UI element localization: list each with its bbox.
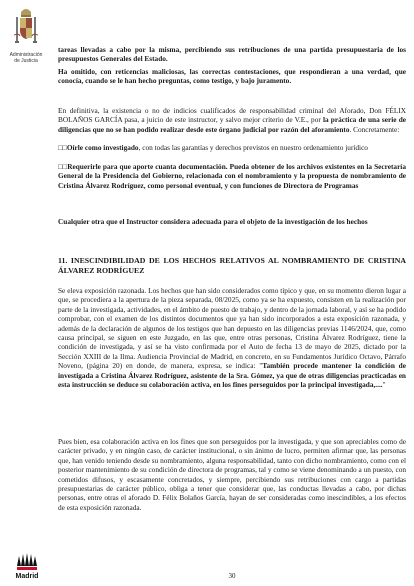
coat-of-arms-icon (14, 5, 38, 51)
paragraph-1: tareas llevadas a cabo por la misma, percibiendo sus retribuciones de una partida presupuestaria de los presupuestos Generales del Estado. (58, 45, 406, 64)
list-item (58, 162, 406, 190)
p5-end-text: " (382, 380, 386, 390)
document-page (58, 0, 408, 586)
paragraph-5 (58, 286, 406, 389)
section-heading: 11. INESCINDIBILIDAD DE LOS HECHOS RELATIVOS AL NOMBRAMIENTO DE CRISTINA ÁLVAREZ RODRÍGUEZ (58, 256, 406, 275)
p3-end-text: . Concretamente: (349, 124, 400, 134)
administration-label (2, 52, 50, 64)
sidebar (0, 0, 52, 586)
paragraph-4: Cualquier otra que el Instructor considera adecuada para el objeto de la investigación de los hechos (58, 217, 368, 226)
p3-text: En definitiva, la existencia o no de indicios cualificados de responsabilidad criminal del Aforado, Don FÉLIX BOLAÑOS GARCÍA pasa, a juicio de este instructor, y salvo mejor criterio de V.E., por (58, 106, 406, 125)
bullet-icon: □□ (58, 143, 67, 152)
paragraph-3 (58, 106, 406, 134)
madrid-logo-icon (14, 552, 40, 572)
list-item (58, 143, 406, 152)
item-1-text: , con todas las garantías y derechos previstos en nuestro ordenamiento jurídico (138, 143, 368, 152)
p5-quoted-bold: También procede mantener la condición de investigada a Cristina Álvarez Rodríguez, asistente de la Sra. Gómez, ya que de otras diligencias practicadas en esta instrucción se deduce su colaboración activa, en los fines perseguidos por la principal investigada,.... (58, 361, 406, 390)
p3-bold-text: la práctica de una serie de diligencias que no se han podido realizar desde este órgano judicial por razón del aforamiento (58, 115, 406, 134)
madrid-logo-block (8, 552, 46, 580)
paragraph-2: Ha omitido, con reticencias maliciosas, las correctas contestaciones, que respondieran a una verdad, que conocía, cuando se le han hecho preguntas, como testigo, y bajo juramento. (58, 67, 406, 86)
madrid-label: Madrid (15, 573, 39, 580)
paragraph-6: Pues bien, esa colaboración activa en los fines que son perseguidos por la investigada, y que son apreciables como de carácter privado, y en ningún caso, de carácter institucional, o sin ánimo de lucro, permiten afirmar que, las personas que, han venido teniendo desde su nombramiento, alguna responsabilidad, tanto con dicho nombramiento, como con el posterior mantenimiento de su condición de directora de programas, tal y como se viene denominando a un puesto, con cometidos difusos, y escasamente concretados, y siempre, percibiendo sus retribuciones con cargo a partidas presupuestarias de carácter público, obliga a tener que considerar que, las conductas llevadas a cabo, por dichas personas, entre otras el aforado D. Félix Bolaños García, hayan de ser consideradas como inescindibles, a los efectos de esta exposición razonada. (58, 437, 406, 512)
admin-line-2: de Justicia (14, 58, 38, 64)
p5-text: Se eleva exposición razonada. Los hechos que han sido considerados como típico y que, en su momento dieron lugar a que, se procediera a la apertura de la pieza separada, 08/2025, como ya se ha expuesto, consisten en la realización por parte de la investigada, actividades, en el ámbito de puesto de trabajo, y dentro de la jornada laboral, y así se ha podido comprobar, con el examen de los distintos documentos que ya han sido incorporados a esta exposición razonada, y además de la declaración de algunos de los testigos que han depuesto en las diligencias previas 1146/2024, que, como causa principal, se siguen en este Juzgado, en las que, entre otras personas, Cristina Álvarez Rodríguez, tiene la condición de investigada, y así se ha visto confirmada por el Auto de fecha 13 de mayo de 2025, dictado por la Sección XXIII de la Ilma. Audiencia Provincial de Madrid, en concreto, en su Fundamentos Jurídico Octavo, Párrafo Noveno, (página 20) en donde, de manera, expresa, se indica: " (58, 286, 406, 371)
page-number: 30 (228, 572, 236, 580)
item-2-bold: Requerirle para que aporte cuanta documentación. Pueda obtener de los archivos existentes en la Secretaría General de la Presidencia del Gobierno, relacionada con el nombramiento y la propuesta de nombramiento de Cristina Álvarez Rodríguez, como personal eventual, y con funciones de Directora de Programas (58, 162, 406, 190)
item-1-bold: Oírle como investigado (66, 143, 139, 152)
bullet-icon: □□ (58, 162, 68, 171)
admin-line-1: Administración (9, 52, 43, 58)
